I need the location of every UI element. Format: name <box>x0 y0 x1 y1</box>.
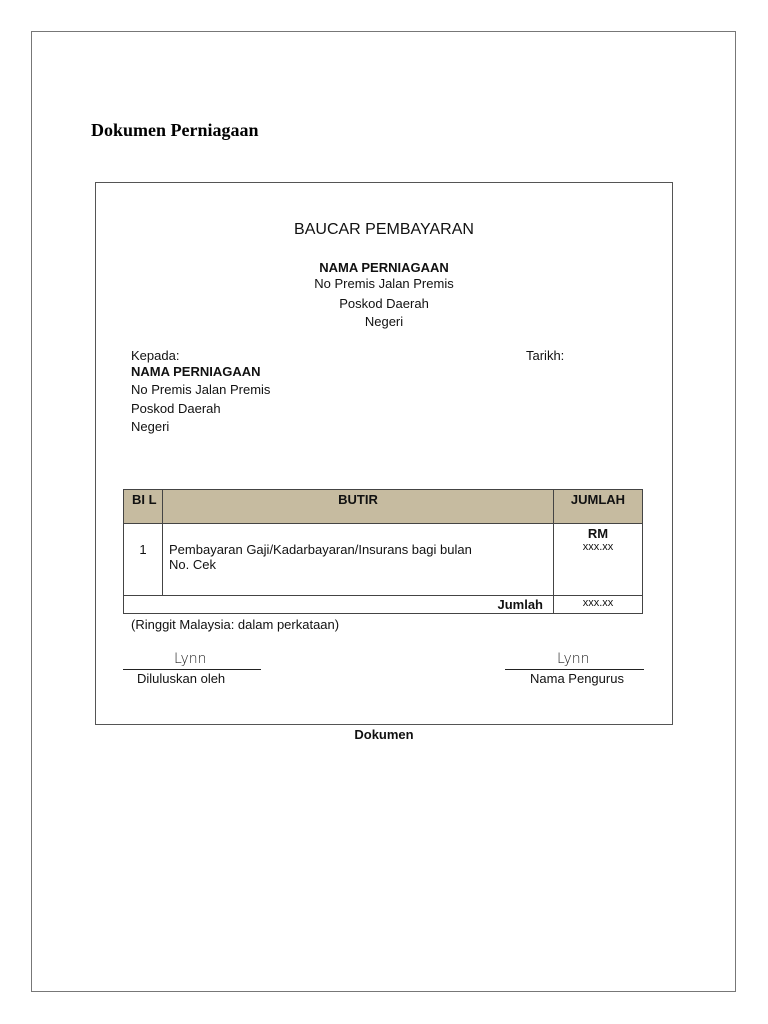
sender-name: NAMA PERNIAGAAN <box>319 260 449 275</box>
row-description-line1: Pembayaran Gaji/Kadarbayaran/Insurans bagi bulan <box>169 542 472 557</box>
row-description-line2: No. Cek <box>169 557 216 572</box>
recipient-address-line3: Negeri <box>131 419 170 434</box>
items-table <box>123 489 643 614</box>
voucher-title: BAUCAR PEMBAYARAN <box>294 221 474 238</box>
currency-label: RM <box>587 526 609 541</box>
table-row <box>124 524 643 596</box>
table-header-row <box>124 490 643 524</box>
document-caption: Dokumen <box>354 727 414 742</box>
row-number: 1 <box>124 524 163 596</box>
approved-signature: Lynn <box>174 651 207 667</box>
approved-signature-line <box>123 669 261 670</box>
manager-signature: Lynn <box>557 651 590 667</box>
row-description <box>163 524 554 596</box>
date-label: Tarikh: <box>526 348 565 363</box>
col-header-bil: BI L <box>124 490 163 524</box>
manager-name-label: Nama Pengurus <box>530 671 624 686</box>
recipient-name: NAMA PERNIAGAAN <box>131 364 261 379</box>
amount-in-words-note: (Ringgit Malaysia: dalam perkataan) <box>131 617 340 632</box>
sender-address-line3: Negeri <box>364 314 404 329</box>
to-label: Kepada: <box>131 348 180 363</box>
row-amount: xxx.xx <box>582 541 614 553</box>
manager-signature-line <box>505 669 644 670</box>
row-amount-cell <box>554 524 643 596</box>
recipient-address-line2: Poskod Daerah <box>131 401 221 416</box>
recipient-address-line1: No Premis Jalan Premis <box>131 382 271 397</box>
total-row <box>124 596 643 614</box>
sender-address-line2: Poskod Daerah <box>339 296 429 311</box>
sender-address-line1: No Premis Jalan Premis <box>314 276 454 291</box>
col-header-butir: BUTIR <box>163 490 554 524</box>
total-label: Jumlah <box>124 596 554 614</box>
total-amount: xxx.xx <box>554 596 643 614</box>
page-heading: Dokumen Perniagaan <box>91 120 259 140</box>
payment-voucher <box>95 182 673 725</box>
col-header-jumlah: JUMLAH <box>554 490 643 524</box>
approved-by-label: Diluluskan oleh <box>137 671 226 686</box>
